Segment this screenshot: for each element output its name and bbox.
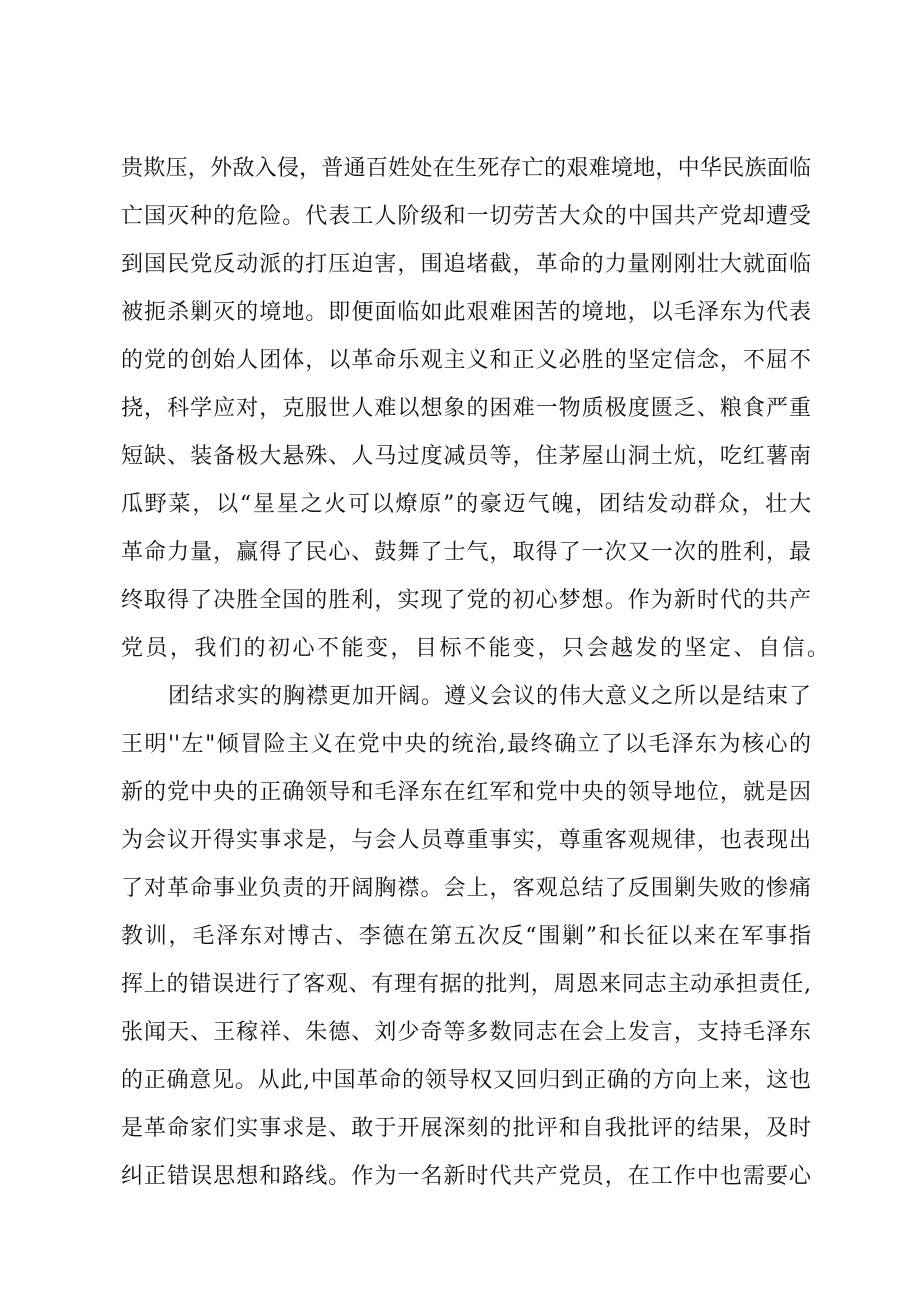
text-line: 到国民党反动派的打压迫害，围追堵截，革命的力量刚刚壮大就面临 <box>121 252 811 277</box>
text-line: 了对革命事业负责的开阔胸襟。会上，客观总结了反围剿失败的惨痛 <box>121 876 811 901</box>
paragraph-first-line: 团结求实的胸襟更加开阔。遵义会议的伟大意义之所以是结束了 <box>168 684 811 709</box>
text-line: 挠，科学应对，克服世人难以想象的困难一物质极度匮乏、粮食严重 <box>121 396 811 421</box>
text-line-last: 党员，我们的初心不能变，目标不能变，只会越发的坚定、自信。 <box>121 636 832 661</box>
text-line: 的正确意见。从此,中国革命的领导权又回归到正确的方向上来，这也 <box>121 1068 811 1093</box>
text-line: 革命力量，赢得了民心、鼓舞了士气，取得了一次又一次的胜利，最 <box>121 540 811 565</box>
text-line: 是革命家们实事求是、敢于开展深刻的批评和自我批评的结果，及时 <box>121 1116 811 1141</box>
text-line: 终取得了决胜全国的胜利，实现了党的初心梦想。作为新时代的共产 <box>121 588 811 613</box>
text-line: 纠正错误思想和路线。作为一名新时代共产党员，在工作中也需要心 <box>121 1164 811 1189</box>
text-line: 教训，毛泽东对博古、李德在第五次反“围剿”和长征以来在军事指 <box>121 924 811 949</box>
text-line: 张闻天、王稼祥、朱德、刘少奇等多数同志在会上发言，支持毛泽东 <box>121 1020 811 1045</box>
text-line: 挥上的错误进行了客观、有理有据的批判，周恩来同志主动承担责任, <box>121 972 811 997</box>
text-line: 新的党中央的正确领导和毛泽东在红军和党中央的领导地位，就是因 <box>121 780 811 805</box>
text-line: 的党的创始人团体，以革命乐观主义和正义必胜的坚定信念，不屈不 <box>121 348 811 373</box>
text-line: 贵欺压，外敌入侵，普通百姓处在生死存亡的艰难境地，中华民族面临 <box>121 156 811 181</box>
text-line: 短缺、装备极大悬殊、人马过度减员等，住茅屋山洞土炕，吃红薯南 <box>121 444 811 469</box>
text-line: 被扼杀剿灭的境地。即便面临如此艰难困苦的境地，以毛泽东为代表 <box>121 300 811 325</box>
text-line: 瓜野菜，以“星星之火可以燎原”的豪迈气魄，团结发动群众，壮大 <box>121 492 811 517</box>
text-line: 为会议开得实事求是，与会人员尊重事实，尊重客观规律，也表现出 <box>121 828 811 853</box>
text-line: 王明''左"倾冒险主义在党中央的统治,最终确立了以毛泽东为核心的 <box>121 732 811 757</box>
text-line: 亡国灭种的危险。代表工人阶级和一切劳苦大众的中国共产党却遭受 <box>121 204 811 229</box>
